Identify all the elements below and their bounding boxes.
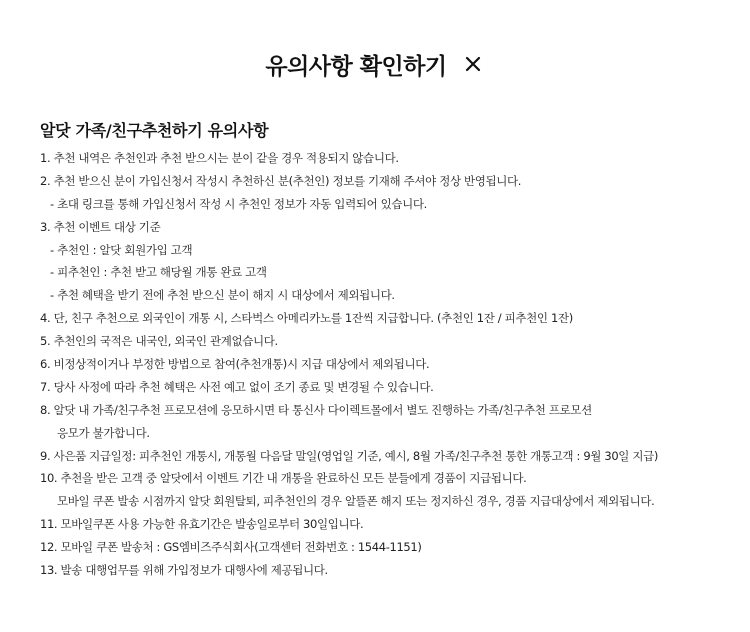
notice-item-5: 5. 추천인의 국적은 내국인, 외국인 관계없습니다. — [40, 334, 278, 349]
notice-item-10: 10. 추천을 받은 고객 중 알닷에서 이벤트 기간 내 개통을 완료하신 모든 분들에게 경품이 지급됩니다. — [40, 471, 527, 486]
notice-subitem-3-exclusion: - 추천 혜택을 받기 전에 추천 받으신 분이 해지 시 대상에서 제외됩니다. — [50, 288, 395, 303]
notice-item-1: 1. 추천 내역은 추천인과 추천 받으시는 분이 같을 경우 적용되지 않습니다. — [40, 151, 399, 165]
notice-item-7: 7. 당사 사정에 따라 추천 혜택은 사전 예고 없이 조기 종료 및 변경될 수 있습니다. — [40, 379, 434, 394]
notice-item-10-continued: 모바일 쿠폰 발송 시점까지 알닷 회원탈퇴, 피추천인의 경우 알뜰폰 해지 또는 정지하신 경우, 경품 지급대상에서 제외됩니다. — [57, 494, 655, 509]
close-button[interactable] — [461, 52, 485, 76]
notice-item-2: 2. 추천 받으신 분이 가입신청서 작성시 추천하신 분(추천인) 정보를 기재해 주셔야 정상 반영됩니다. — [40, 173, 522, 188]
notice-item-8: 8. 알닷 내 가족/친구추천 프로모션에 응모하시면 타 통신사 다이렉트몰에서 별도 진행하는 가족/친구추천 프로모션 — [40, 402, 592, 417]
notice-item-11: 11. 모바일쿠폰 사용 가능한 유효기간은 발송일로부터 30일입니다. — [40, 517, 364, 532]
notice-item-4: 4. 단, 친구 추천으로 외국인이 개통 시, 스타벅스 아메리카노를 1잔씩 지급합니다. (추천인 1잔 / 피추천인 1잔) — [40, 311, 573, 326]
notice-subitem-2-invite-link: - 초대 링크를 통해 가입신청서 작성 시 추천인 정보가 자동 입력되어 있습니다. — [50, 196, 427, 211]
notice-subitem-3-referee: - 피추천인 : 추천 받고 해당월 개통 완료 고객 — [50, 265, 267, 280]
modal-header — [0, 44, 750, 84]
notice-item-3: 3. 추천 이벤트 대상 기준 — [40, 219, 161, 234]
notice-item-6: 6. 비정상적이거나 부정한 방법으로 참여(추천개통)시 지급 대상에서 제외됩니다. — [40, 357, 430, 372]
close-icon — [465, 56, 481, 72]
section-title: 알닷 가족/친구추천하기 유의사항 — [40, 121, 269, 140]
notice-item-9: 9. 사은품 지급일정: 피추천인 개통시, 개통월 다음달 말일(영업일 기준, 예시, 8월 가족/친구추천 통한 개통고객 : 9월 30일 지급) — [40, 448, 659, 463]
notice-list — [40, 147, 730, 582]
notice-item-12: 12. 모바일 쿠폰 발송처 : GS엠비즈주식회사(고객센터 전화번호 : 1544-1151) — [40, 540, 422, 555]
notice-subitem-3-referrer: - 추천인 : 알닷 회원가입 고객 — [50, 242, 193, 257]
modal-title: 유의사항 확인하기 — [265, 53, 447, 80]
notice-item-8-continued: 응모가 불가합니다. — [57, 425, 150, 440]
notice-item-13: 13. 발송 대행업무를 위해 가입정보가 대행사에 제공됩니다. — [40, 563, 328, 578]
